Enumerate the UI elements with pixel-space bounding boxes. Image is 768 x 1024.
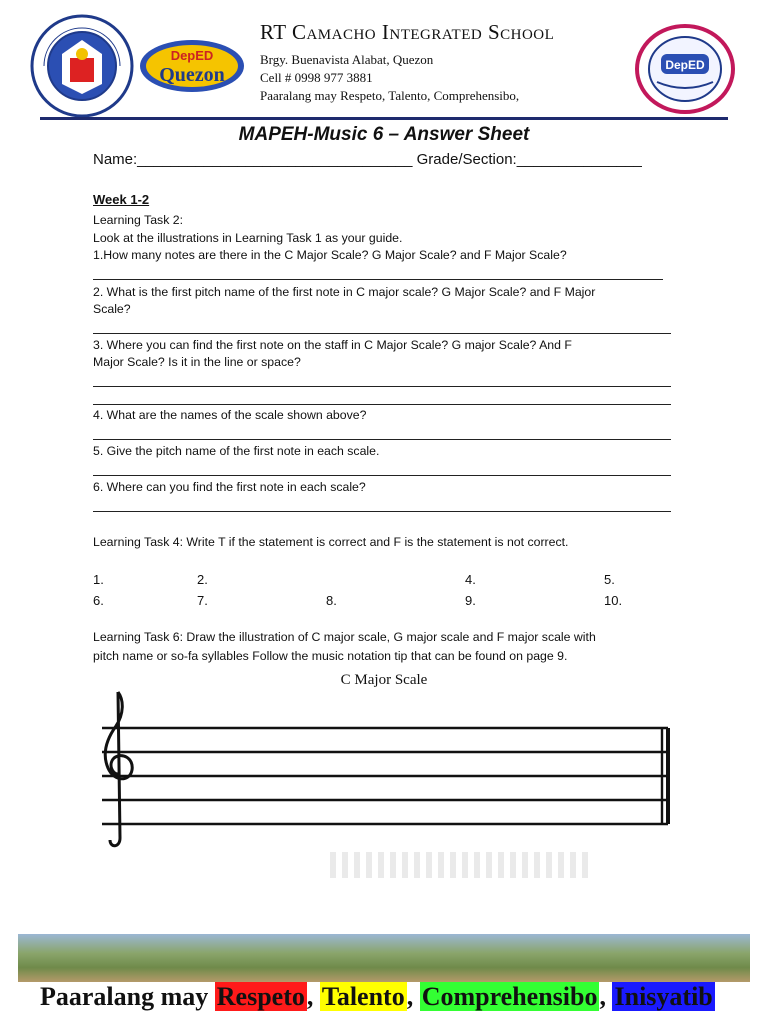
alabat-district-logo: [635, 24, 735, 114]
answer-line: [93, 439, 671, 440]
question-2-line2: Scale?: [93, 302, 131, 316]
header-rule: [40, 117, 728, 120]
answer-line: [93, 279, 663, 280]
task4-number: 1.: [93, 572, 104, 587]
task2-instruction: Look at the illustrations in Learning Task 1 as your guide.: [93, 231, 403, 245]
week-heading: Week 1-2: [93, 192, 150, 207]
footer-sep: ,: [306, 982, 320, 1011]
answer-line: [93, 386, 671, 387]
deped-seal-logo: [30, 14, 134, 118]
question-6: 6. Where can you find the first note in each scale?: [93, 480, 366, 494]
task4-number: 5.: [604, 572, 615, 587]
deped-quezon-logo: [138, 38, 246, 94]
music-staff: [96, 688, 676, 852]
question-5: 5. Give the pitch name of the first note in each scale.: [93, 444, 380, 458]
answer-line: [93, 475, 671, 476]
school-photo-banner: [18, 934, 750, 982]
question-4: 4. What are the names of the scale shown above?: [93, 408, 367, 422]
question-3-line2: Major Scale? Is it in the line or space?: [93, 355, 301, 369]
footer-sep: ,: [599, 982, 613, 1011]
footer-sep: ,: [406, 982, 420, 1011]
task4-number: 9.: [465, 593, 476, 608]
task6-instruction-line1: Learning Task 6: Draw the illustration of C major scale, G major scale and F major scale with: [93, 630, 596, 644]
answer-line: [93, 404, 671, 405]
task4-instruction: Learning Task 4: Write T if the statement is correct and F is the statement is not correct.: [93, 535, 569, 549]
task4-number: 6.: [93, 593, 104, 608]
footer-word-talento: Talento: [321, 982, 405, 1011]
task4-number: 7.: [197, 593, 208, 608]
task4-number: 2.: [197, 572, 208, 587]
footer-word-inisyatib: Inisyatib: [614, 982, 713, 1011]
watermark: [330, 852, 590, 878]
task4-number: 4.: [465, 572, 476, 587]
document-title: MAPEH-Music 6 – Answer Sheet: [238, 124, 530, 145]
question-1: 1.How many notes are there in the C Major Scale? G Major Scale? and F Major Scale?: [93, 248, 567, 262]
footer-prefix: Paaralang may: [40, 982, 215, 1011]
task4-number: 8.: [326, 593, 337, 608]
task4-number: 10.: [604, 593, 623, 608]
svg-text:DepED: DepED: [665, 58, 705, 72]
school-motto: Paaralang may Respeto, Talento, Comprehensibo,: [260, 88, 520, 103]
answer-line: [93, 333, 671, 334]
footer-motto: [40, 982, 715, 1012]
scale-title: C Major Scale: [340, 672, 428, 688]
task2-heading: Learning Task 2:: [93, 213, 184, 227]
task6-instruction-line2: pitch name or so-fa syllables Follow the music notation tip that can be found on page 9.: [93, 649, 568, 663]
school-cell: Cell # 0998 977 3881: [260, 70, 373, 85]
svg-text:Quezon: Quezon: [159, 64, 225, 86]
question-3-line1: 3. Where you can find the first note on the staff in C Major Scale? G major Scale? And F: [93, 338, 572, 352]
svg-text:DepED: DepED: [170, 48, 214, 63]
school-address: Brgy. Buenavista Alabat, Quezon: [260, 52, 434, 67]
footer-word-comprehensibo: Comprehensibo: [421, 982, 598, 1011]
footer-word-respeto: Respeto: [216, 982, 305, 1011]
treble-clef-icon: [105, 692, 132, 846]
question-2-line1: 2. What is the first pitch name of the first note in C major scale? G Major Scale? and F Major: [93, 285, 596, 299]
name-grade-line: Name:_________________________________ Grade/Section:_______________: [93, 151, 642, 168]
school-name: RT Camacho Integrated School: [260, 20, 555, 44]
answer-line: [93, 511, 671, 512]
